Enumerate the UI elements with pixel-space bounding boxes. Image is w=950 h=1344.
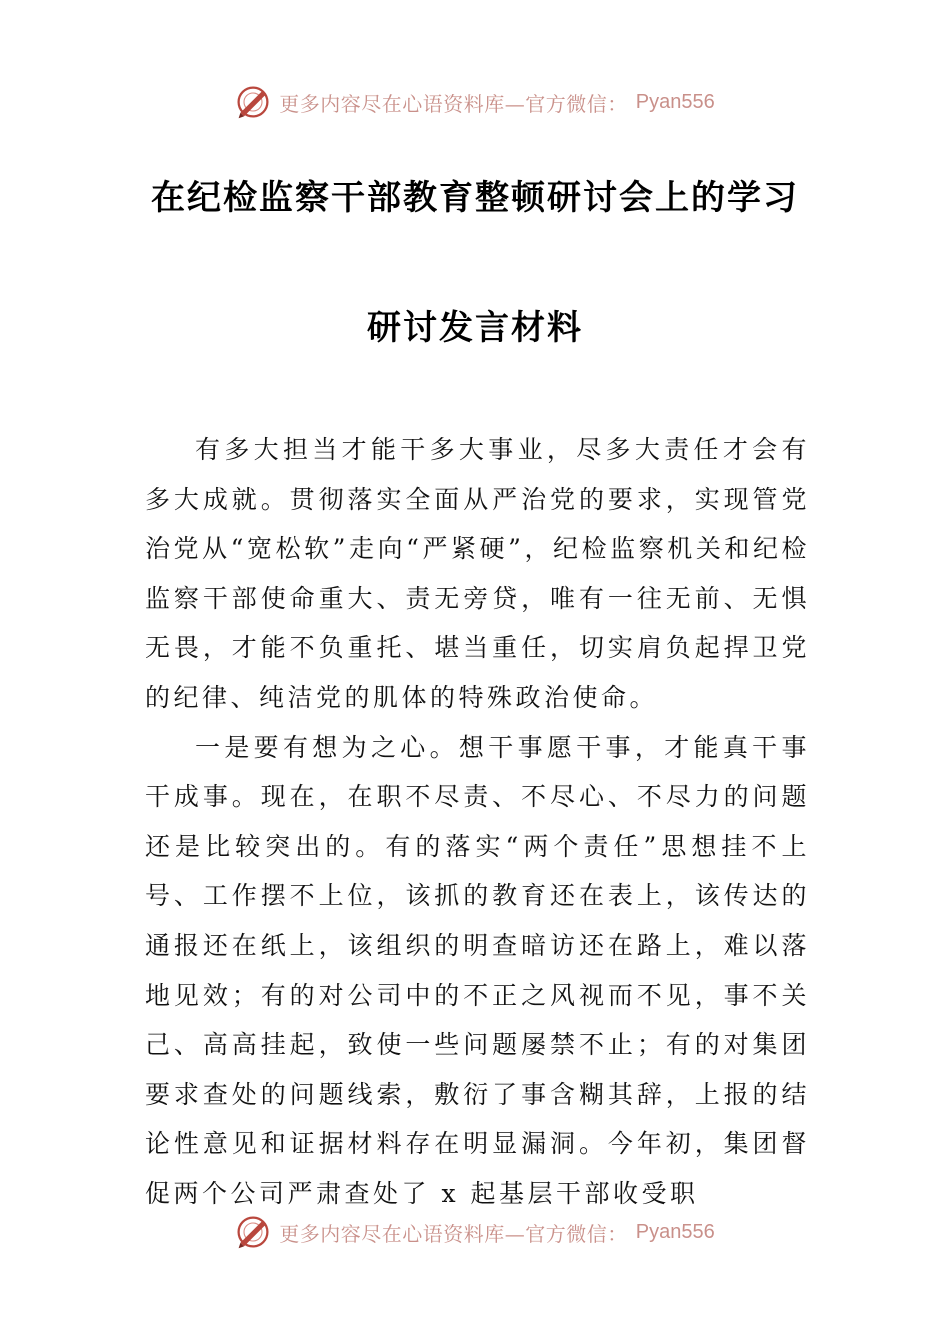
pen-circle-logo-icon (235, 1214, 271, 1250)
watermark-text: 更多内容尽在心语资料库—官方微信： (279, 1221, 628, 1246)
document-title-line-2: 研讨发言材料 (367, 308, 583, 348)
watermark-wechat-id: Pyan556 (635, 1220, 715, 1243)
document-body (145, 425, 810, 1219)
watermark-header (0, 82, 950, 122)
watermark-text: 更多内容尽在心语资料库—官方微信： (279, 91, 628, 116)
paragraph: 有多大担当才能干多大事业，尽多大责任才会有多大成就。贯彻落实全面从严治党的要求，实现管党治党从“宽松软”走向“严紧硬”，纪检监察机关和纪检监察干部使命重大、责无旁贷，唯有一往无前、无惧无畏，才能不负重托、堪当重任，切实肩负起捍卫党的纪律、纯洁党的肌体的特殊政治使命。 (145, 435, 810, 712)
watermark-footer (0, 1212, 950, 1252)
pen-circle-logo-icon (235, 84, 271, 120)
document-title-line-1: 在纪检监察干部教育整顿研讨会上的学习 (151, 178, 799, 218)
paragraph: 一是要有想为之心。想干事愿干事，才能真干事干成事。现在，在职不尽责、不尽心、不尽力的问题还是比较突出的。有的落实“两个责任”思想挂不上号、工作摆不上位，该抓的教育还在表上，该传达的通报还在纸上，该组织的明查暗访还在路上，难以落地见效；有的对公司中的不正之风视而不见，事不关己、高高挂起，致使一些问题屡禁不止；有的对集团要求查处的问题线索，敷衍了事含糊其辞，上报的结论性意见和证据材料存在明显漏洞。今年初，集团督促两个公司严肃查处了 x 起基层干部收受职 (145, 732, 810, 1208)
watermark-wechat-id: Pyan556 (635, 90, 715, 113)
